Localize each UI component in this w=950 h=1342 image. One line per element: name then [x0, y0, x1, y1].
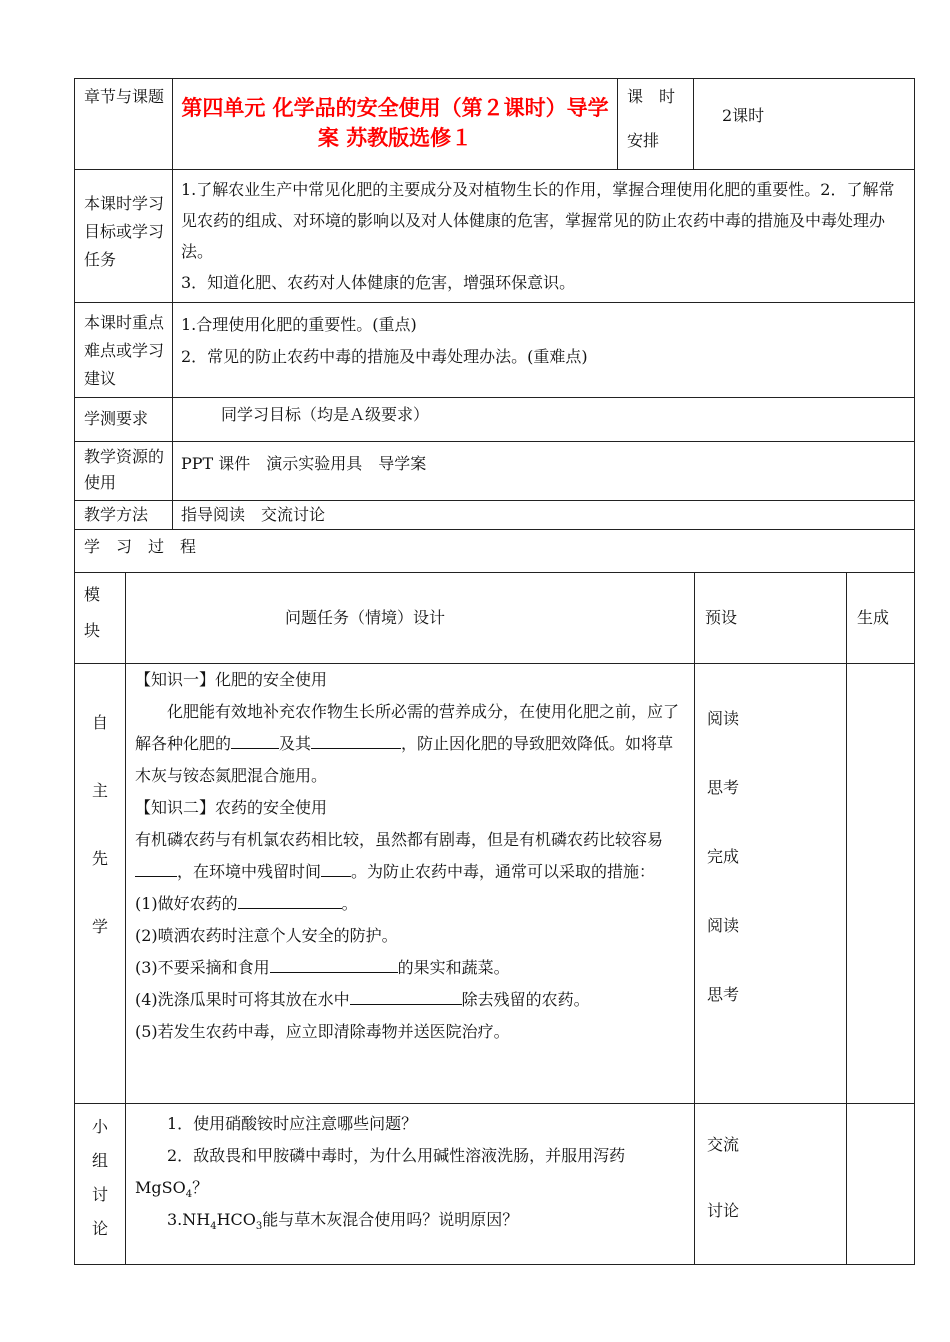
preset-exchange: 交流 — [707, 1135, 740, 1154]
self-study-content — [126, 664, 695, 1104]
method-label: 教学方法 — [84, 505, 149, 524]
assessment-value: 同学习目标（均是Ａ级要求） — [221, 405, 430, 424]
self-study-module — [75, 664, 126, 1104]
knowledge-2-title: 【知识二】农药的安全使用 — [135, 798, 328, 817]
chapter-label: 章节与课题 — [84, 87, 165, 106]
worksheet — [74, 78, 914, 1265]
group-result — [847, 1104, 915, 1265]
method-cell — [173, 501, 915, 530]
knowledge-2-text: 有机磷农药与有机氯农药相比较，虽然都有剧毒，但是有机磷农药比较容易，在环境中残留时间 。为防止农药中毒，通常可以采取的措施： — [135, 830, 664, 881]
group-presets — [695, 1104, 847, 1265]
schedule-label-cell — [618, 79, 694, 170]
group-char-2: 组 — [91, 1151, 108, 1170]
col-result-label: 生成 — [857, 608, 890, 627]
preset-think-2: 思考 — [707, 985, 740, 1004]
process-table — [74, 572, 915, 1265]
measure-5: (5)若发生农药中毒，应立即清除毒物并送医院治疗。 — [135, 1022, 510, 1041]
preset-read-1: 阅读 — [707, 709, 740, 728]
resources-label: 教学资源的使用 — [84, 447, 165, 492]
blank-5[interactable] — [238, 890, 342, 909]
blank-2[interactable] — [311, 730, 401, 749]
group-char-4: 论 — [91, 1219, 108, 1238]
objectives-label-cell — [75, 170, 173, 303]
self-study-char-2: 主 — [91, 781, 108, 800]
group-module — [75, 1104, 126, 1265]
self-study-char-3: 先 — [91, 849, 108, 868]
blank-1[interactable] — [231, 730, 279, 749]
group-char-1: 小 — [91, 1117, 108, 1136]
method-value: 指导阅读 交流讨论 — [181, 505, 326, 524]
question-1: 1．使用硝酸铵时应注意哪些问题？ — [167, 1114, 418, 1133]
objectives-line-1: 1.了解农业生产中常见化肥的主要成分及对植物生长的作用，掌握合理使用化肥的重要性。2．了解常见农药的组成、对环境的影响以及对人体健康的危害，掌握常见的防止农药中毒的措施及中毒处理办法。 — [181, 180, 895, 261]
self-study-char-4: 学 — [91, 917, 108, 936]
knowledge-1-title: 【知识一】化肥的安全使用 — [135, 670, 328, 689]
schedule-label: 课 时 安排 — [627, 87, 676, 150]
info-table — [74, 78, 915, 573]
blank-4[interactable] — [321, 858, 351, 877]
schedule-value: 2课时 — [722, 106, 765, 125]
self-study-presets — [695, 664, 847, 1104]
key-points-label-cell — [75, 303, 173, 398]
measure-3: (3)不要采摘和食用 的果实和蔬菜。 — [135, 952, 684, 984]
self-study-char-1: 自 — [91, 713, 108, 732]
preset-complete: 完成 — [707, 847, 740, 866]
title-cell — [173, 79, 618, 170]
assessment-label-cell — [75, 398, 173, 442]
method-label-cell — [75, 501, 173, 530]
measure-2: (2)喷洒农药时注意个人安全的防护。 — [135, 926, 398, 945]
assessment-label: 学测要求 — [84, 409, 149, 428]
objectives-line-2: 3．知道化肥、农药对人体健康的危害，增强环保意识。 — [181, 273, 576, 292]
key-points-label: 本课时重点难点或学习建议 — [84, 313, 165, 388]
col-preset-label: 预设 — [705, 608, 738, 627]
objectives-label: 本课时学习目标或学习任务 — [84, 194, 165, 269]
preset-think-1: 思考 — [707, 778, 740, 797]
preset-read-2: 阅读 — [707, 916, 740, 935]
col-result-header — [847, 573, 915, 664]
resources-label-cell — [75, 442, 173, 501]
process-heading: 学 习 过 程 — [84, 537, 197, 556]
resources-cell — [173, 442, 915, 501]
schedule-value-cell — [694, 79, 915, 170]
self-study-result — [847, 664, 915, 1104]
key-points-line-2: 2．常见的防止农药中毒的措施及中毒处理办法。(重难点) — [181, 347, 588, 366]
group-content — [126, 1104, 695, 1265]
blank-3[interactable] — [135, 858, 177, 877]
col-module-label: 模 块 — [84, 585, 101, 640]
col-task-header — [126, 573, 695, 664]
chapter-label-cell — [75, 79, 173, 170]
objectives-cell — [173, 170, 915, 303]
assessment-cell — [173, 398, 915, 442]
question-2: 2．敌敌畏和甲胺磷中毒时，为什么用碱性溶液洗肠，并服用泻药MgSO$_4$？ — [135, 1146, 626, 1201]
preset-discuss: 讨论 — [707, 1201, 740, 1220]
blank-7[interactable] — [350, 986, 462, 1005]
measure-1: (1)做好农药的 。 — [135, 888, 684, 920]
blank-6[interactable] — [270, 954, 398, 973]
page-title: 第四单元 化学品的安全使用（第２课时）导学案 苏教版选修１ — [181, 96, 609, 150]
question-3: $3.NH_4HCO_3$能与草木灰混合使用吗？说明原因？ — [167, 1210, 519, 1233]
key-points-cell — [173, 303, 915, 398]
measure-4: (4)洗涤瓜果时可将其放在水中 除去残留的农药。 — [135, 984, 684, 1016]
knowledge-1-text: 化肥能有效地补充农作物生长所必需的营养成分，在使用化肥之前，应了解各种化肥的 及其 ，防止因化肥的导致肥效降低。如将草木灰与铵态氮肥混合施用。 — [135, 702, 680, 785]
col-task-label: 问题任务（情境）设计 — [284, 608, 445, 627]
key-points-line-1: 1.合理使用化肥的重要性。(重点) — [181, 315, 417, 334]
col-preset-header — [695, 573, 847, 664]
group-char-3: 讨 — [91, 1185, 108, 1204]
process-heading-cell — [75, 530, 915, 573]
resources-value: PPT 课件 演示实验用具 导学案 — [181, 454, 427, 473]
